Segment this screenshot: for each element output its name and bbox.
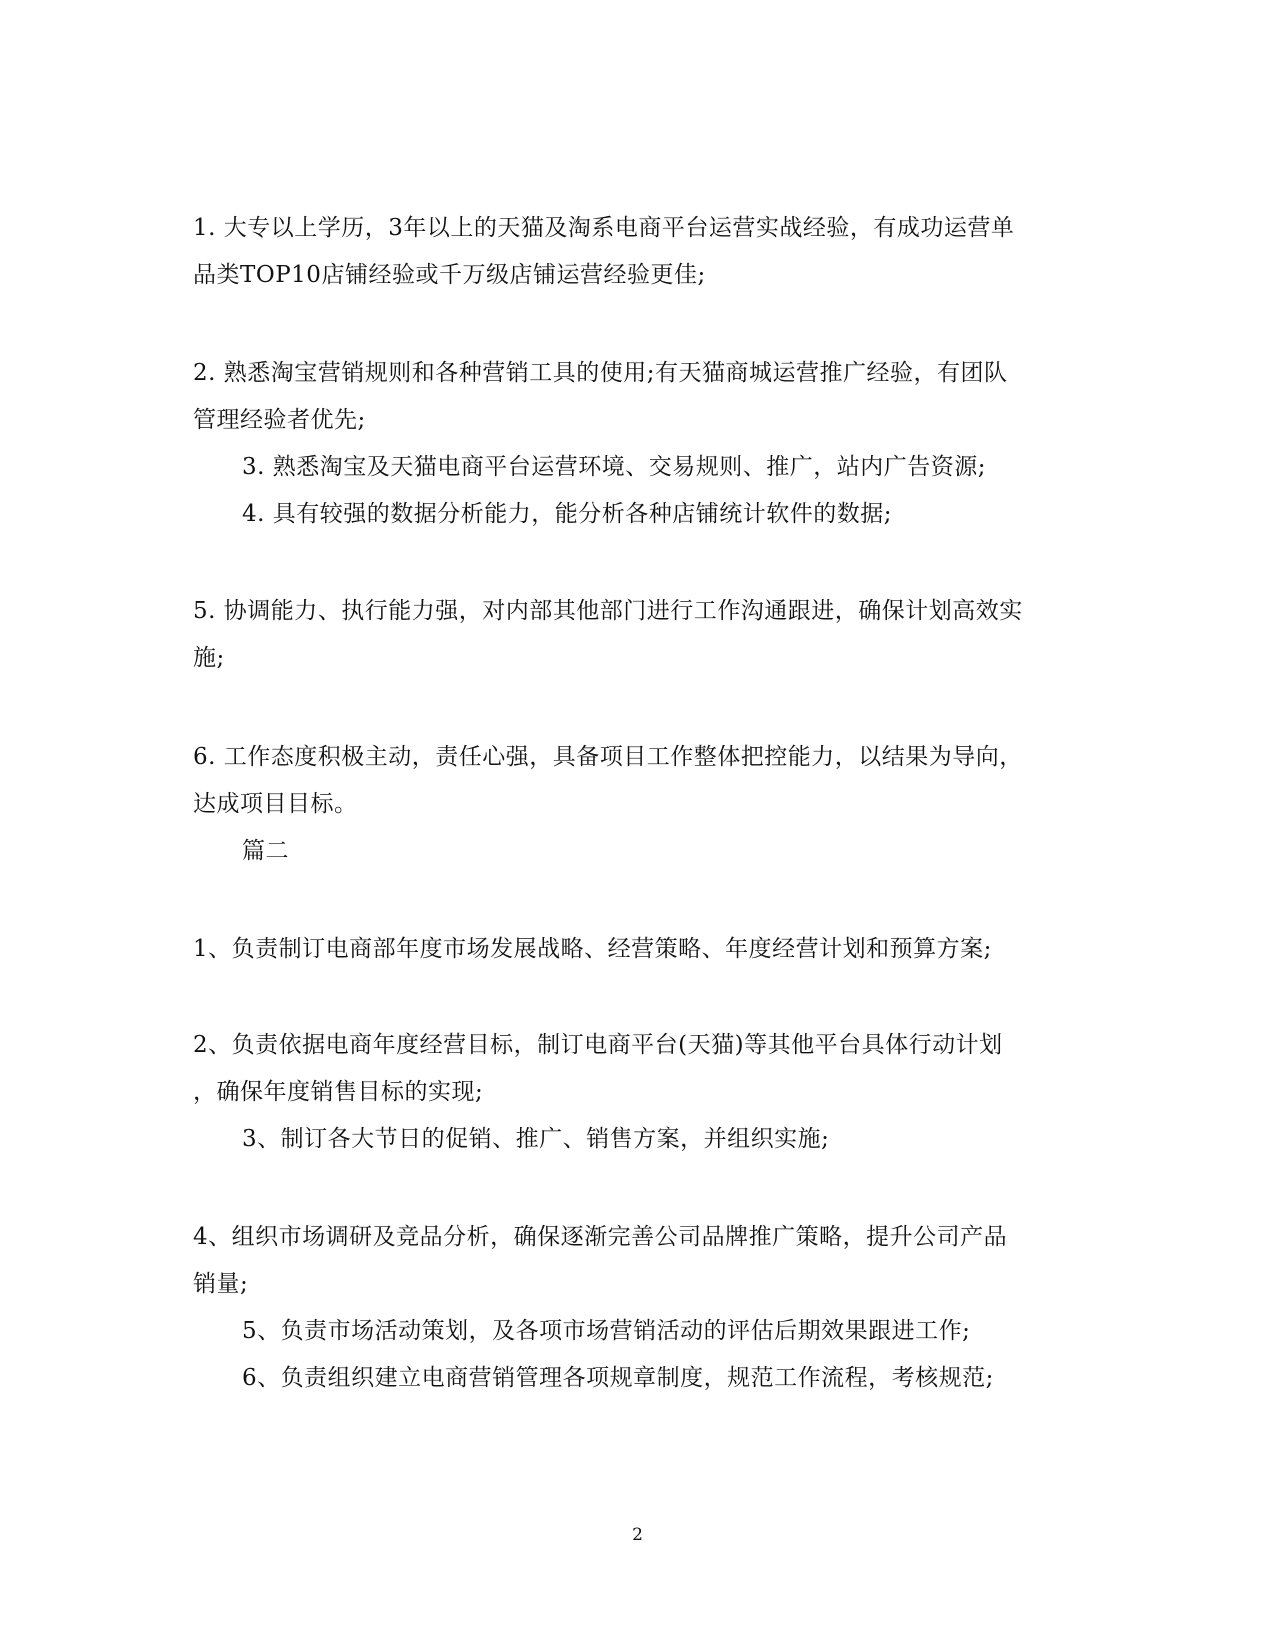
duty-4-line-1: 4、组织市场调研及竞品分析，确保逐渐完善公司品牌推广策略，提升公司产品 (193, 1224, 1008, 1250)
item-1-line-1: 1. 大专以上学历，3年以上的天猫及淘系电商平台运营实战经验，有成功运营单 (193, 215, 1015, 241)
duty-2-line-1: 2、负责依据电商年度经营目标，制订电商平台(天猫)等其他平台具体行动计划 (193, 1032, 1003, 1058)
duty-4-line-2: 销量; (193, 1271, 249, 1297)
item-3-line-1: 3. 熟悉淘宝及天猫电商平台运营环境、交易规则、推广，站内广告资源; (242, 454, 987, 480)
item-6-line-2: 达成项目目标。 (193, 791, 358, 817)
item-2-line-2: 管理经验者优先; (193, 407, 366, 433)
section-heading: 篇二 (242, 838, 289, 864)
duty-3-line-1: 3、制订各大节日的促销、推广、销售方案，并组织实施; (242, 1126, 830, 1152)
item-4-line-1: 4. 具有较强的数据分析能力，能分析各种店铺统计软件的数据; (242, 501, 893, 527)
page-number: 2 (632, 1525, 643, 1545)
duty-1-line-1: 1、负责制订电商部年度市场发展战略、经营策略、年度经营计划和预算方案; (193, 936, 992, 962)
item-5-line-2: 施; (193, 645, 225, 671)
item-6-line-1: 6. 工作态度积极主动，责任心强，具备项目工作整体把控能力，以结果为导向， (193, 744, 1023, 770)
duty-5-line-1: 5、负责市场活动策划，及各项市场营销活动的评估后期效果跟进工作; (242, 1318, 971, 1344)
item-2-line-1: 2. 熟悉淘宝营销规则和各种营销工具的使用;有天猫商城运营推广经验，有团队 (193, 360, 1008, 386)
duty-2-line-2: ，确保年度销售目标的实现; (193, 1079, 484, 1105)
duty-6-line-1: 6、负责组织建立电商营销管理各项规章制度，规范工作流程，考核规范; (242, 1365, 994, 1391)
item-5-line-1: 5. 协调能力、执行能力强，对内部其他部门进行工作沟通跟进，确保计划高效实 (193, 598, 1023, 624)
item-1-line-2: 品类TOP10店铺经验或千万级店铺运营经验更佳; (193, 262, 706, 288)
